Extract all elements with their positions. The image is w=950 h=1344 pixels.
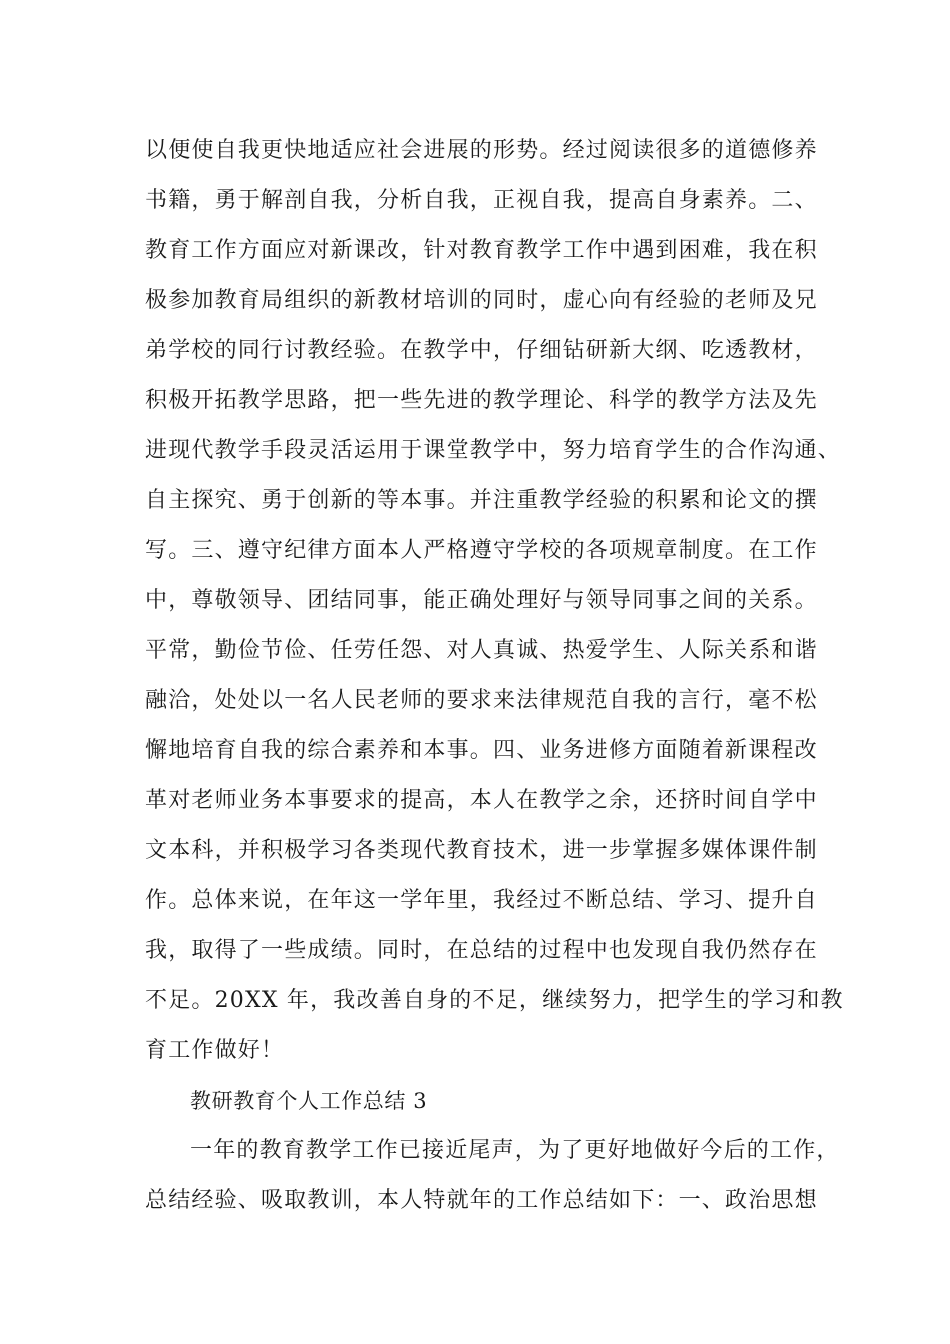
body-text-line: 书籍，勇于解剖自我，分析自我，正视自我，提高自身素养。二、: [145, 188, 818, 213]
body-text-line: 极参加教育局组织的新教材培训的同时，虚心向有经验的老师及兄: [145, 288, 818, 313]
body-text-line: 以便使自我更快地适应社会进展的形势。经过阅读很多的道德修养: [145, 138, 818, 163]
body-text-line: 平常，勤俭节俭、任劳任怨、对人真诚、热爱学生、人际关系和谐: [145, 638, 818, 663]
body-text-line: 一年的教育教学工作已接近尾声，为了更好地做好今后的工作，: [190, 1138, 840, 1163]
body-text-line: 积极开拓教学思路，把一些先进的教学理论、科学的教学方法及先: [145, 388, 818, 413]
body-text-line: 革对老师业务本事要求的提高，本人在教学之余，还挤时间自学中: [145, 788, 818, 813]
body-text-line: 总结经验、吸取教训，本人特就年的工作总结如下：一、政治思想: [145, 1188, 818, 1213]
body-text-line: 文本科，并积极学习各类现代教育技术，进一步掌握多媒体课件制: [145, 838, 818, 863]
body-text-line: 写。三、遵守纪律方面本人严格遵守学校的各项规章制度。在工作: [145, 538, 818, 563]
body-text-line: 融洽，处处以一名人民老师的要求来法律规范自我的言行，毫不松: [145, 688, 818, 713]
body-text-line: 作。总体来说，在年这一学年里，我经过不断总结、学习、提升自: [145, 888, 818, 913]
body-text-line: 中，尊敬领导、团结同事，能正确处理好与领导同事之间的关系。: [145, 588, 818, 613]
body-text-line: 进现代教学手段灵活运用于课堂教学中，努力培育学生的合作沟通、: [145, 438, 842, 463]
body-text-line: 不足。20XX 年，我改善自身的不足，继续努力，把学生的学习和教: [145, 988, 844, 1013]
body-text-line: 我，取得了一些成绩。同时，在总结的过程中也发现自我仍然存在: [145, 938, 818, 963]
body-text-line: 教育工作方面应对新课改，针对教育教学工作中遇到困难，我在积: [145, 238, 818, 263]
body-text-line: 懈地培育自我的综合素养和本事。四、业务进修方面随着新课程改: [145, 738, 818, 763]
body-text-line: 育工作做好！: [145, 1038, 285, 1063]
section-heading: 教研教育个人工作总结 3: [190, 1089, 428, 1113]
body-text-line: 自主探究、勇于创新的等本事。并注重教学经验的积累和论文的撰: [145, 488, 818, 513]
body-text-line: 弟学校的同行讨教经验。在教学中，仔细钻研新大纲、吃透教材，: [145, 338, 818, 363]
